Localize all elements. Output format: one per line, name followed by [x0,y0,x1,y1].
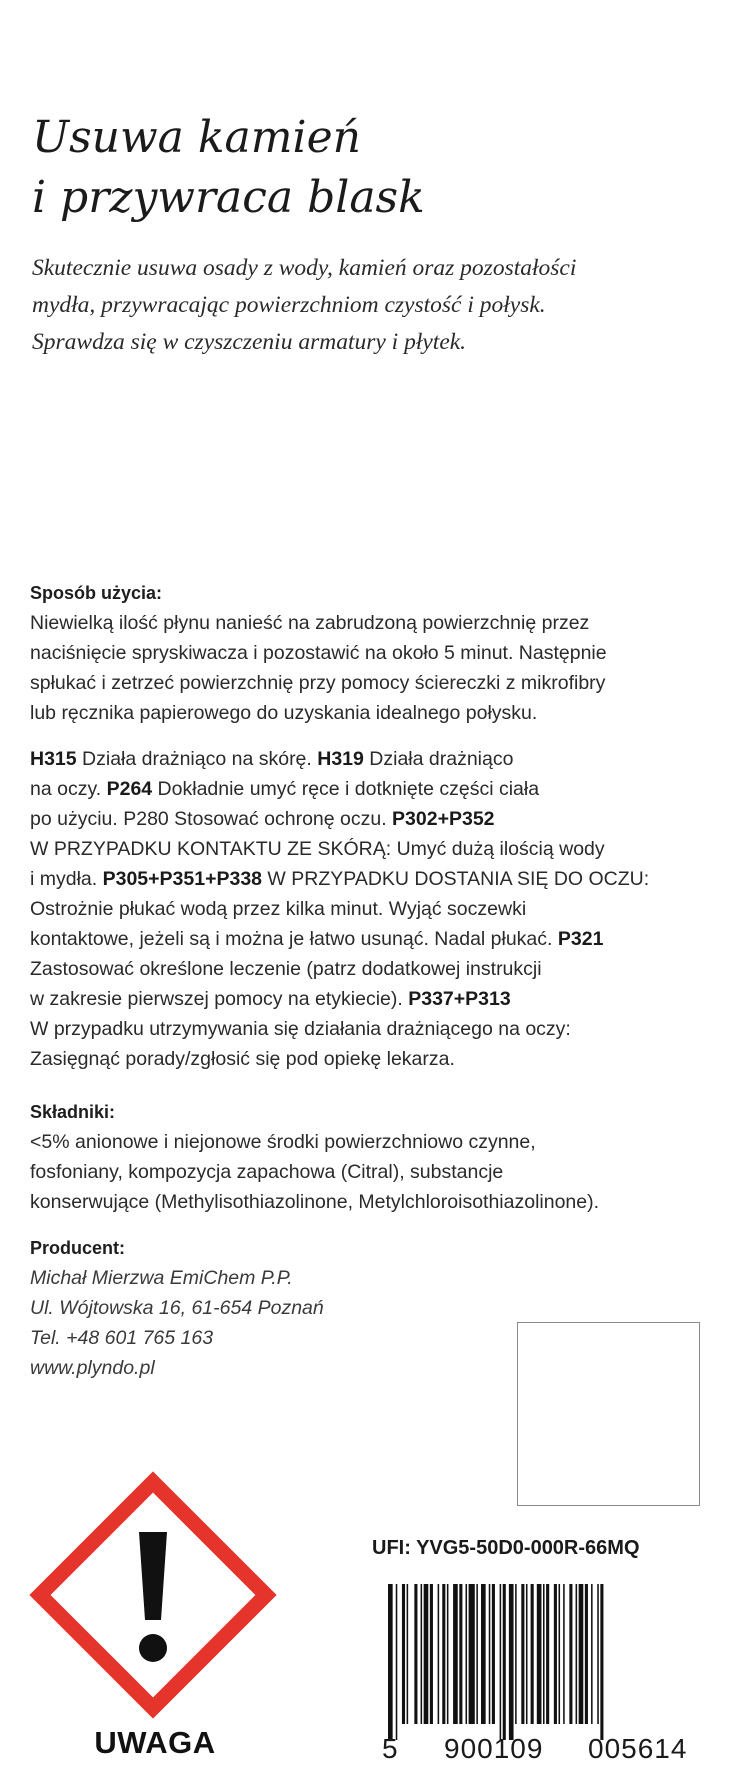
hazard-line [30,864,720,894]
producer-heading: Producent: [30,1238,126,1258]
barcode-bar [414,1584,417,1724]
barcode-bar [466,1584,468,1724]
hazard-line [30,894,720,924]
barcode-bar [521,1584,524,1724]
producer-website[interactable]: www.plyndo.pl [30,1357,155,1379]
barcode-bar [447,1584,449,1724]
barcode-bar [526,1584,528,1724]
hazard-text: W przypadku utrzymywania się działania drażniącego na oczy: [30,1018,571,1040]
barcode-bar [531,1584,534,1724]
barcode-bar [396,1584,398,1740]
barcode-bar [407,1584,409,1724]
hazard-line [30,984,720,1014]
barcode-bar [388,1584,393,1740]
usage-heading: Sposób użycia: [30,583,163,603]
ghs-exclamation-mark-icon [28,1470,278,1720]
hazard-text: na oczy. [30,778,107,800]
code-placeholder-box [517,1322,700,1506]
hazard-line [30,954,720,984]
producer-name: Michał Mierzwa EmiChem P.P. [30,1267,293,1289]
exclamation-dot [139,1634,167,1662]
barcode-bar [492,1584,495,1724]
hazard-line [30,1044,720,1074]
hazard-code: P305+P351+P338 [102,868,263,890]
intro-line: mydła, przywracając powierzchniom czystość i połysk. [32,292,546,318]
hazard-text: W PRZYPADKU KONTAKTU ZE SKÓRĄ: Umyć dużą ilością wody [30,838,605,860]
intro-line: Skutecznie usuwa osady z wody, kamień oraz pozostałości [32,255,577,281]
hazard-line [30,1014,720,1044]
barcode-bar [554,1584,557,1724]
barcode-bar [459,1584,462,1724]
barcode-bar [503,1584,506,1740]
title-line-1: Usuwa kamień [32,112,361,163]
usage-line: naciśnięcie spryskiwacza i pozostawić na około 5 minut. Następnie [30,642,607,664]
intro-line: Sprawdza się w czyszczeniu armatury i płytek. [32,329,467,355]
barcode-digit-first: 5 [382,1733,398,1764]
hazard-code: P264 [106,778,153,800]
ingredients-line: konserwujące (Methylisothiazolinone, Metylchloroisothiazolinone). [30,1191,600,1213]
ingredients-line: <5% anionowe i niejonowe środki powierzchniowo czynne, [30,1131,536,1153]
barcode-bar [476,1584,478,1724]
barcode-bar [559,1584,561,1724]
ufi-code: UFI: YVG5-50D0-000R-66MQ [372,1537,640,1559]
barcode-bar [489,1584,491,1724]
barcode-bar [569,1584,572,1724]
hazard-code: H315 [30,748,77,770]
hazard-line [30,804,720,834]
hazard-line [30,744,720,774]
barcode-bar [563,1584,565,1724]
warning-label: UWAGA [94,1725,216,1760]
hazard-line [30,774,720,804]
ingredients-section [30,1097,720,1217]
barcode-bar [421,1584,423,1724]
hazard-text: Zasięgnąć porady/zgłosić się pod opiekę lekarza. [30,1048,455,1070]
hazard-text: Dokładnie umyć ręce i dotknięte części ciała [152,778,540,800]
barcode-bar [600,1584,603,1740]
hazard-code: H319 [317,748,364,770]
usage-line: spłukać i zetrzeć powierzchnię przy pomocy ściereczki z mikrofibry [30,672,606,694]
title [32,108,692,228]
hazard-statements [30,744,720,1074]
barcode-bar [546,1584,549,1724]
hazard-text: W PRZYPADKU DOSTANIA SIĘ DO OCZU: [262,868,650,890]
intro-text [32,250,712,361]
barcode-bar [591,1584,593,1724]
hazard-text: Działa drażniąco [363,748,514,770]
hazard-code: P321 [557,928,604,950]
usage-section [30,578,720,728]
barcode-digits-left: 900109 [444,1733,544,1764]
barcode-bar [424,1584,429,1724]
hazard-text: Działa drażniąco na skórę. [76,748,318,770]
barcode-bar [579,1584,584,1724]
producer-phone: Tel. +48 601 765 163 [30,1327,214,1349]
hazard-text: kontaktowe, jeżeli są i można je łatwo usunąć. Nadal płukać. [30,928,558,950]
usage-line: lub ręcznika papierowego do uzyskania idealnego połysku. [30,702,538,724]
producer-address: Ul. Wójtowska 16, 61-654 Poznań [30,1297,324,1319]
barcode-bar [402,1584,405,1724]
ingredients-line: fosfoniany, kompozycja zapachowa (Citral), substancje [30,1161,504,1183]
usage-line: Niewielką ilość płynu nanieść na zabrudzoną powierzchnię przez [30,612,590,634]
hazard-text: Zastosować określone leczenie (patrz dodatkowej instrukcji [30,958,542,980]
ingredients-heading: Składniki: [30,1102,116,1122]
hazard-code: P302+P352 [392,808,495,830]
hazard-text: w zakresie pierwszej pomocy na etykiecie). [30,988,409,1010]
barcode-bar [515,1584,517,1724]
barcode-bar [537,1584,542,1724]
hazard-code: P337+P313 [408,988,511,1010]
barcode-bar [543,1584,545,1724]
barcode-bar [438,1584,440,1724]
hazard-text: i mydła. [30,868,103,890]
title-line-2: i przywraca blask [32,172,425,223]
barcode-bar [453,1584,458,1724]
barcode [380,1582,710,1742]
hazard-text: po użyciu. P280 Stosować ochronę oczu. [30,808,393,830]
barcode-digits-right: 005614 [588,1733,688,1764]
barcode-bar [597,1584,599,1724]
hazard-line [30,924,720,954]
barcode-bar [500,1584,502,1740]
barcode-bar [481,1584,486,1724]
barcode-bar [576,1584,578,1724]
barcode-bar [509,1584,514,1740]
barcode-bar [442,1584,445,1724]
barcode-bar [469,1584,475,1724]
hazard-line [30,834,720,864]
hazard-text: Ostrożnie płukać wodą przez kilka minut. Wyjąć soczewki [30,898,527,920]
barcode-bar [430,1584,433,1724]
barcode-bar [585,1584,588,1724]
